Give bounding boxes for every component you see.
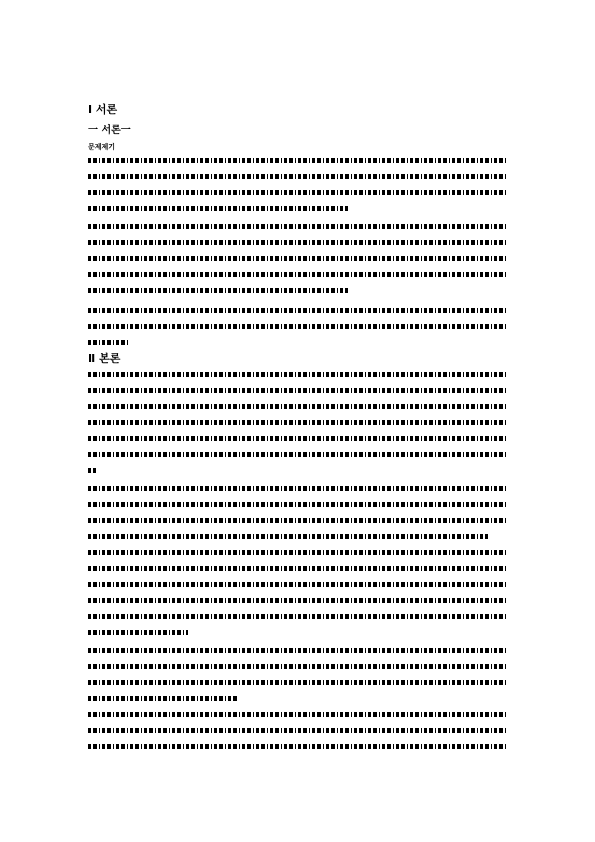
text-line (88, 288, 348, 293)
text-line (88, 502, 508, 507)
text-line (88, 582, 508, 587)
text-line (88, 518, 508, 523)
text-line (88, 664, 508, 669)
text-line (88, 224, 508, 229)
text-line (88, 452, 508, 457)
text-line (88, 404, 508, 409)
text-line (88, 158, 508, 163)
text-line (88, 614, 508, 619)
text-line (88, 486, 508, 491)
text-line (88, 598, 508, 603)
text-line (88, 696, 238, 701)
document-title: I 서론 (88, 103, 118, 116)
subsection-heading: 문제제기 (88, 143, 116, 151)
text-line (88, 256, 508, 261)
text-line (88, 550, 508, 555)
text-line (88, 534, 488, 539)
text-line (88, 436, 508, 441)
text-line (88, 744, 508, 749)
text-line (88, 272, 508, 277)
text-line (88, 308, 508, 313)
text-line (88, 420, 508, 425)
text-line (88, 340, 128, 345)
text-line (88, 388, 508, 393)
text-line (88, 324, 508, 329)
text-line (88, 190, 508, 195)
section-heading: 一 서론一 (88, 125, 131, 136)
text-line (88, 728, 508, 733)
text-line (88, 240, 508, 245)
text-line (88, 174, 508, 179)
text-line (88, 630, 188, 635)
text-line (88, 206, 348, 211)
section-heading-2: Ⅱ 본론 (88, 352, 121, 365)
text-line (88, 566, 508, 571)
text-line (88, 468, 96, 473)
text-line (88, 680, 508, 685)
text-line (88, 712, 508, 717)
text-line (88, 648, 508, 653)
text-line (88, 372, 508, 377)
